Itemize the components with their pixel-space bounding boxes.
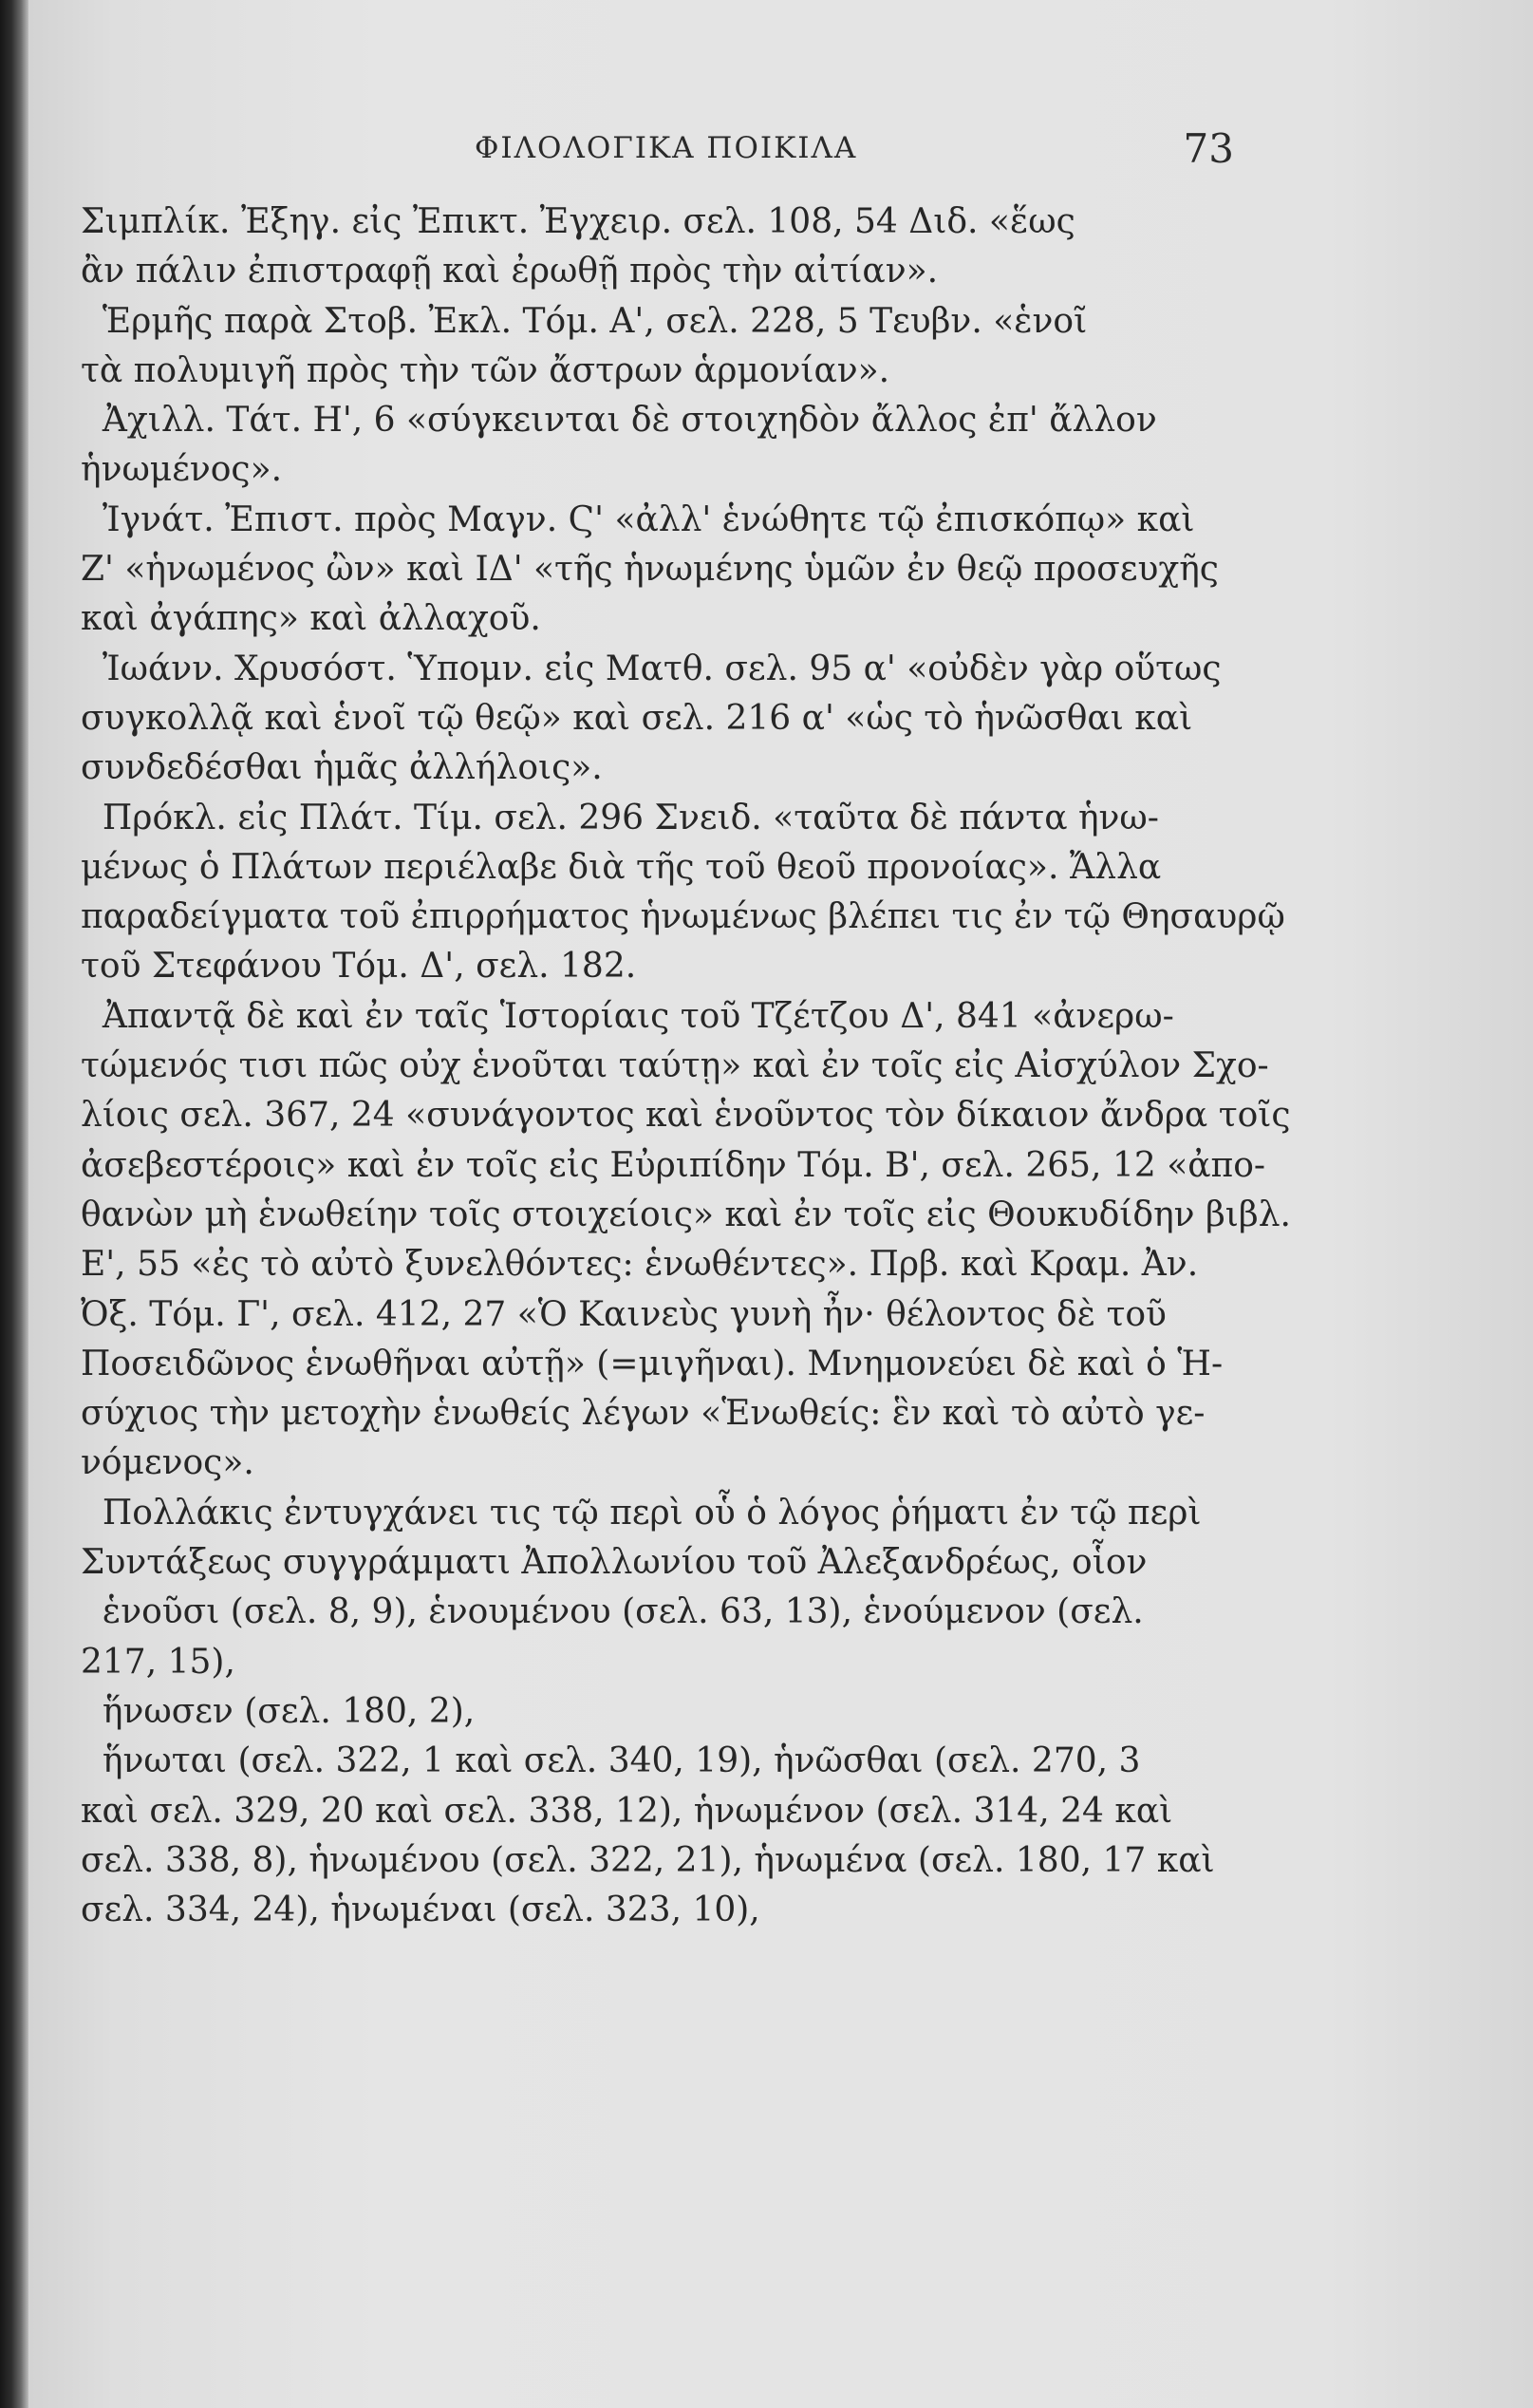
text-line: ἡνωμένος».: [81, 450, 283, 490]
text-line: Ἀπαντᾷ δὲ καὶ ἐν ταῖς Ἱστορίαις τοῦ Τζέτζου Δ', 841 «ἀνερω-: [81, 996, 1174, 1036]
text-line: σελ. 338, 8), ἡνωμένου (σελ. 322, 21), ἡνωμένα (σελ. 180, 17 καὶ: [81, 1840, 1215, 1880]
text-line: σελ. 334, 24), ἡνωμέναι (σελ. 323, 10),: [81, 1891, 760, 1930]
text-line: νόμενος».: [81, 1443, 254, 1483]
text-line: Ὀξ. Τόμ. Γ', σελ. 412, 27 «Ὁ Καινεὺς γυνὴ ἦν· θέλοντος δὲ τοῦ: [81, 1294, 1167, 1334]
text-line: Ἰωάνν. Χρυσόστ. Ὑπομν. εἰς Ματθ. σελ. 95 α' «οὐδὲν γὰρ οὕτως: [81, 649, 1222, 688]
text-line: ἥνωται (σελ. 322, 1 καὶ σελ. 340, 19), ἡνῶσθαι (σελ. 270, 3: [81, 1741, 1141, 1781]
text-line: Σιμπλίκ. Ἐξηγ. εἰς Ἐπικτ. Ἐγχειρ. σελ. 108, 54 Διδ. «ἕως: [81, 202, 1075, 241]
text-line: μένως ὁ Πλάτων περιέλαβε διὰ τῆς τοῦ θεοῦ προνοίας». Ἄλλα: [81, 847, 1162, 887]
text-line: Ἰγνάτ. Ἐπιστ. πρὸς Μαγν. Ϛ' «ἀλλ' ἑνώθητε τῷ ἐπισκόπῳ» καὶ: [81, 499, 1195, 539]
text-line: καὶ σελ. 329, 20 καὶ σελ. 338, 12), ἡνωμένον (σελ. 314, 24 καὶ: [81, 1791, 1173, 1831]
text-line: Πολλάκις ἐντυγχάνει τις τῷ περὶ οὗ ὁ λόγος ῥήματι ἐν τῷ περὶ: [81, 1493, 1202, 1533]
text-line: τὰ πολυμιγῆ πρὸς τὴν τῶν ἄστρων ἁρμονίαν».: [81, 350, 890, 390]
text-line: τώμενός τισι πῶς οὐχ ἑνοῦται ταύτῃ» καὶ ἐν τοῖς εἰς Αἰσχύλον Σχο-: [81, 1046, 1269, 1086]
text-line: Συντάξεως συγγράμματι Ἀπολλωνίου τοῦ Ἀλεξανδρέως, οἷον: [81, 1543, 1148, 1583]
text-line: ἂν πάλιν ἐπιστραφῇ καὶ ἐρωθῇ πρὸς τὴν αἰτίαν».: [81, 252, 939, 292]
running-title: ΦΙΛΟΛΟΓΙΚΑ ΠΟΙΚΙΛΑ: [475, 131, 858, 165]
text-line: Ζ' «ἡνωμένος ὢν» καὶ ΙΔ' «τῆς ἡνωμένης ὑμῶν ἐν θεῷ προσευχῆς: [81, 550, 1219, 590]
text-line: λίοις σελ. 367, 24 «συνάγοντος καὶ ἑνοῦντος τὸν δίκαιον ἄνδρα τοῖς: [81, 1096, 1291, 1136]
text-line: συνδεδέσθαι ἡμᾶς ἀλλήλοις».: [81, 748, 603, 788]
text-line: συγκολλᾷ καὶ ἑνοῖ τῷ θεῷ» καὶ σελ. 216 α' «ὡς τὸ ἡνῶσθαι καὶ: [81, 698, 1193, 738]
text-line: ἥνωσεν (σελ. 180, 2),: [81, 1691, 476, 1731]
text-line: καὶ ἀγάπης» καὶ ἀλλαχοῦ.: [81, 599, 541, 639]
text-line: Πρόκλ. εἰς Πλάτ. Τίμ. σελ. 296 Σνειδ. «ταῦτα δὲ πάντα ἡνω-: [81, 798, 1159, 837]
text-line: Ε', 55 «ἐς τὸ αὐτὸ ξυνελθόντες: ἑνωθέντες». Πρβ. καὶ Κραμ. Ἀν.: [81, 1245, 1199, 1285]
text-line: ἀσεβεστέροις» καὶ ἐν τοῖς εἰς Εὐριπίδην Τόμ. Β', σελ. 265, 12 «ἀπο-: [81, 1145, 1266, 1185]
body-text: [81, 198, 1291, 1935]
book-spine-shadow: [0, 0, 28, 2408]
page-header: [81, 125, 1234, 179]
text-line: παραδείγματα τοῦ ἐπιρρήματος ἡνωμένως βλέπει τις ἐν τῷ Θησαυρῷ: [81, 897, 1285, 937]
text-line: 217, 15),: [81, 1642, 235, 1682]
text-line: ἑνοῦσι (σελ. 8, 9), ἑνουμένου (σελ. 63, 13), ἑνούμενον (σελ.: [81, 1592, 1144, 1632]
text-line: Ἀχιλλ. Τάτ. Η', 6 «σύγκεινται δὲ στοιχηδὸν ἄλλος ἐπ' ἄλλον: [81, 401, 1157, 441]
text-line: Ποσειδῶνος ἑνωθῆναι αὐτῇ» (=μιγῆναι). Μνημονεύει δὲ καὶ ὁ Ἡ-: [81, 1344, 1224, 1383]
text-line: Ἑρμῆς παρὰ Στοβ. Ἐκλ. Τόμ. Α', σελ. 228, 5 Τευβν. «ἑνοῖ: [81, 301, 1088, 341]
text-line: τοῦ Στεφάνου Τόμ. Δ', σελ. 182.: [81, 947, 637, 987]
text-line: σύχιος τὴν μετοχὴν ἑνωθείς λέγων «Ἑνωθείς: ἓν καὶ τὸ αὐτὸ γε-: [81, 1394, 1206, 1434]
page-number: 73: [1183, 125, 1234, 172]
text-line: θανὼν μὴ ἑνωθείην τοῖς στοιχείοις» καὶ ἐν τοῖς εἰς Θουκυδίδην βιβλ.: [81, 1195, 1291, 1234]
